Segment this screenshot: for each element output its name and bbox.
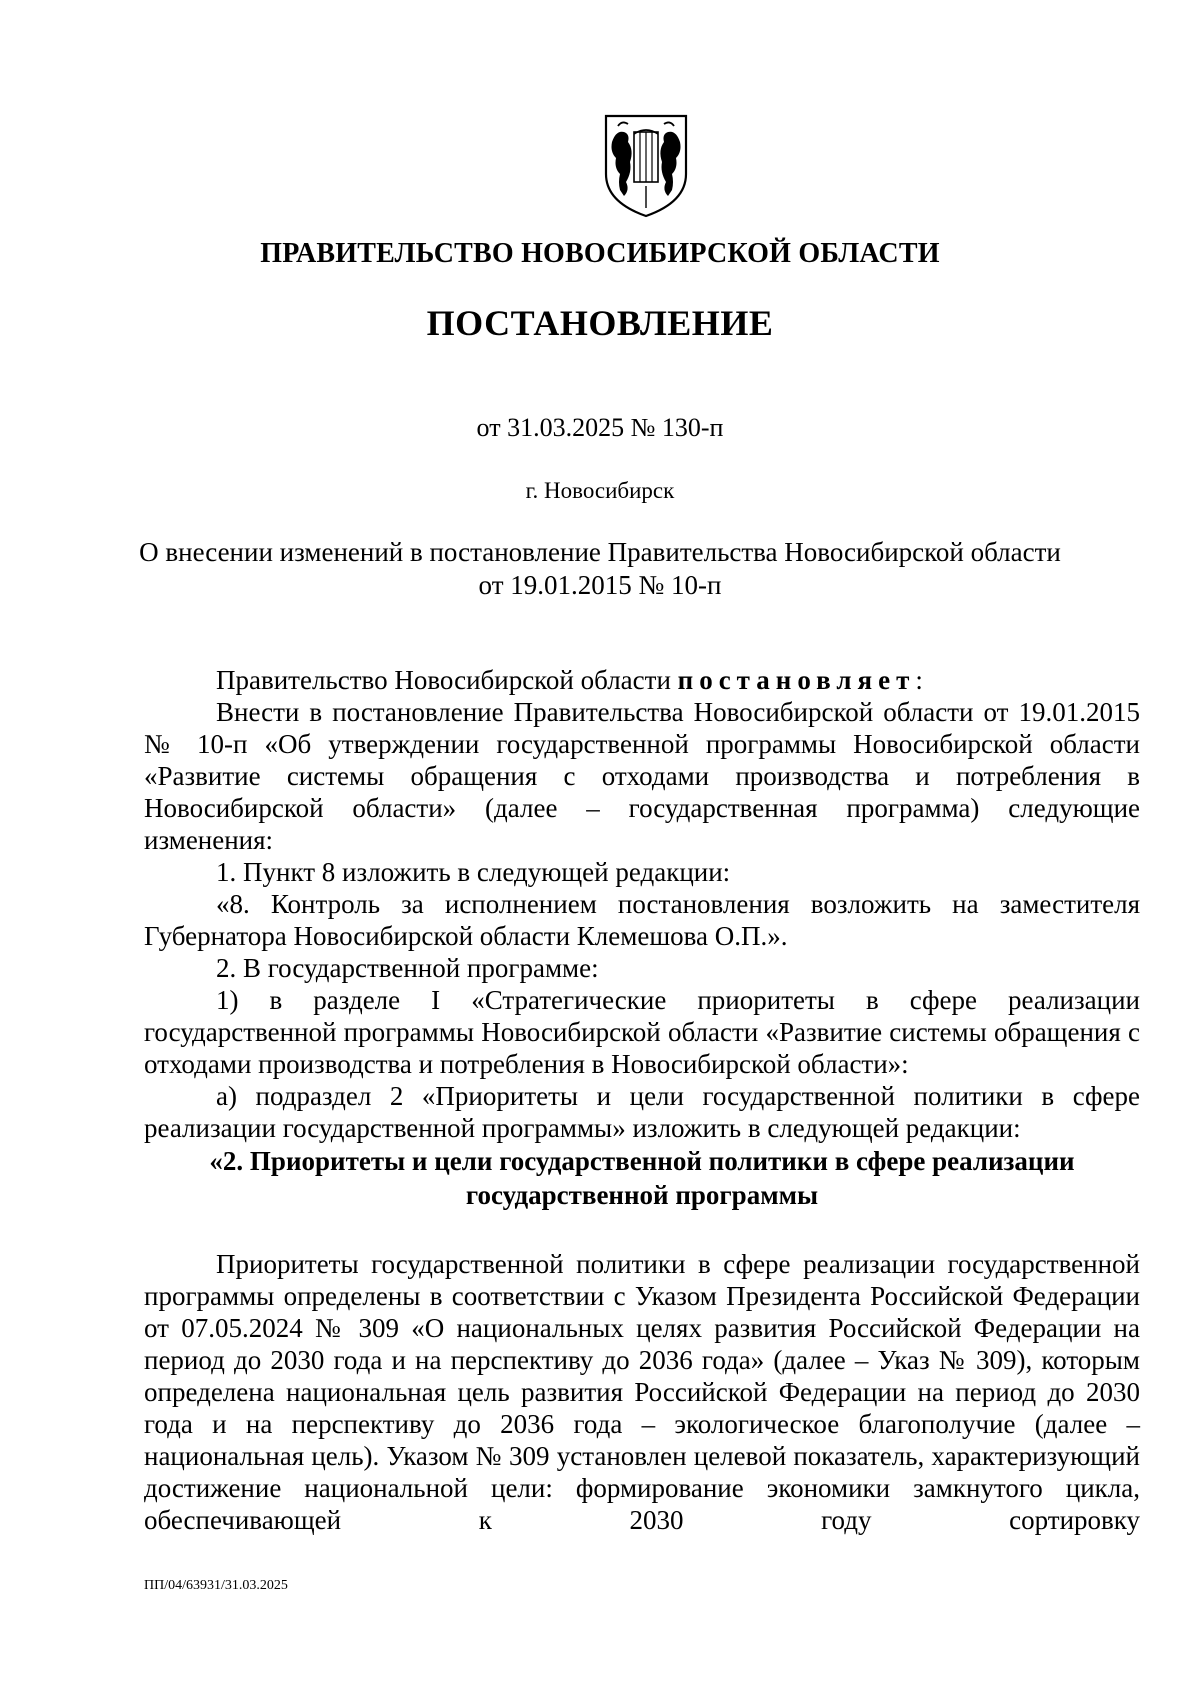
- document-type-title: ПОСТАНОВЛЕНИЕ: [426, 303, 774, 343]
- document-subject: [0, 536, 1200, 602]
- city-line: г. Новосибирск: [525, 478, 675, 503]
- paragraph-item-1: 1. Пункт 8 изложить в следующей редакции:: [216, 857, 731, 887]
- document-body: [144, 664, 1140, 1536]
- resolution-keyword: постановляет: [677, 665, 916, 695]
- resolution-intro-colon: :: [915, 665, 923, 695]
- resolution-intro-lead: Правительство Новосибирской области: [216, 665, 671, 695]
- subject-line-1: О внесении изменений в постановление Правительства Новосибирской области: [139, 537, 1061, 567]
- subsection-heading-line-1: «2. Приоритеты и цели государственной политики в сфере реализации: [209, 1146, 1075, 1176]
- document-footer-code: ПП/04/63931/31.03.2025: [144, 1578, 288, 1593]
- paragraph-subsection-a: а) подраздел 2 «Приоритеты и цели государственной политики в сфере реализации государственной программы» изложить в следующей редакции:: [144, 1081, 1140, 1143]
- paragraph-amend: Внести в постановление Правительства Новосибирской области от 19.01.2015 № 10-п «Об утверждении государственной программы Новосибирской области «Развитие системы обращения с отходами производства и потребления в Новосибирской области» (далее – государственная программа) следующие изменения:: [144, 697, 1140, 855]
- paragraph-section-1: 1) в разделе I «Стратегические приоритеты в сфере реализации государственной программы Новосибирской области «Развитие системы обращения с отходами производства и потребления в Новосибирской области»:: [144, 985, 1140, 1079]
- subsection-heading-line-2: государственной программы: [465, 1180, 819, 1210]
- coat-of-arms-icon: [600, 112, 692, 220]
- paragraph-item-2: 2. В государственной программе:: [216, 953, 599, 983]
- date-and-number: от 31.03.2025 № 130-п: [476, 413, 724, 442]
- organization-title: ПРАВИТЕЛЬСТВО НОВОСИБИРСКОЙ ОБЛАСТИ: [260, 238, 940, 269]
- paragraph-item-8: «8. Контроль за исполнением постановления возложить на заместителя Губернатора Новосибирской области Клемешова О.П.».: [144, 889, 1140, 951]
- subject-line-2: от 19.01.2015 № 10-п: [478, 570, 722, 600]
- subsection-heading: [144, 1144, 1140, 1212]
- resolution-intro: [144, 664, 1140, 696]
- paragraph-priorities: Приоритеты государственной политики в сфере реализации государственной программы определены в соответствии с Указом Президента Российской Федерации от 07.05.2024 № 309 «О национальных целях развития Российской Федерации на период до 2030 года и на перспективу до 2036 года» (далее – Указ № 309), которым определена национальная цель развития Российской Федерации на период до 2030 года и на перспективу до 2036 года – экологическое благополучие (далее – национальная цель). Указом № 309 установлен целевой показатель, характеризующий достижение национальной цели: формирование экономики замкнутого цикла, обеспечивающей к 2030 году сортировку: [144, 1249, 1140, 1535]
